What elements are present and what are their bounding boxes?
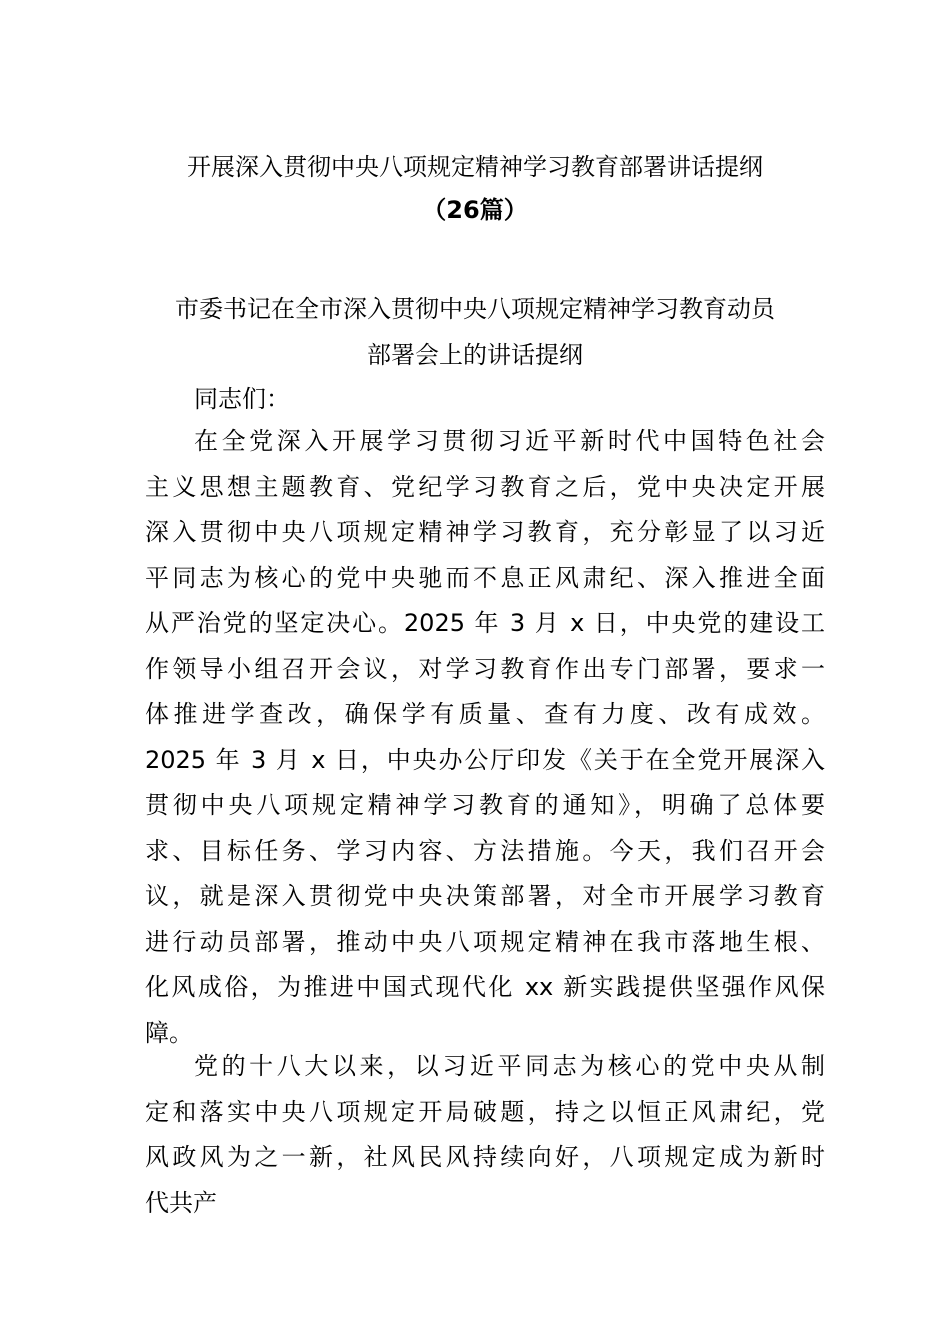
paragraph-line: 风政风为之一新，社风民风持续向好，八项规定成为新时	[145, 1143, 825, 1171]
paragraph-line: 进行动员部署，推动中央八项规定精神在我市落地生根、	[145, 927, 825, 956]
paragraph-line: 贯彻中央八项规定精神学习教育的通知》，明确了总体要	[145, 791, 825, 819]
paragraph-line: 从严治党的坚定决心。2025 年 3 月 x 日，中央党的建设工	[145, 609, 825, 637]
greeting: 同志们：	[194, 385, 290, 413]
paragraph-line: 深入贯彻中央八项规定精神学习教育，充分彰显了以习近	[145, 518, 825, 546]
subtitle-line: 部署会上的讲话提纲	[367, 341, 583, 369]
paragraph-line: 在全党深入开展学习贯彻习近平新时代中国特色社会	[194, 427, 825, 455]
paragraph-line: 定和落实中央八项规定开局破题，持之以恒正风肃纪，党	[145, 1097, 825, 1126]
paragraph-line: 化风成俗，为推进中国式现代化 xx 新实践提供坚强作风保	[145, 973, 825, 1001]
paragraph-line: 平同志为核心的党中央驰而不息正风肃纪、深入推进全面	[145, 563, 825, 592]
paragraph-line: 体推进学查改，确保学有质量、查有力度、改有成效。	[145, 700, 825, 728]
paragraph-2	[145, 1044, 825, 1226]
speech-subtitle	[0, 286, 950, 378]
subtitle-line: 市委书记在全市深入贯彻中央八项规定精神学习教育动员	[175, 295, 775, 323]
paragraph-line: 求、目标任务、学习内容、方法措施。今天，我们召开会	[145, 836, 825, 865]
document-title: 开展深入贯彻中央八项规定精神学习教育部署讲话提纲	[187, 153, 763, 181]
paragraph-line: 主义思想主题教育、党纪学习教育之后，党中央决定开展	[145, 472, 825, 501]
paragraph-line: 作领导小组召开会议，对学习教育作出专门部署，要求一	[145, 654, 825, 683]
paragraph-line: 党的十八大以来，以习近平同志为核心的党中央从制	[194, 1052, 825, 1080]
paragraph-1	[145, 419, 825, 1056]
document-count: （26篇）	[422, 196, 528, 224]
paragraph-line: 2025 年 3 月 x 日，中央办公厅印发《关于在全党开展深入	[145, 745, 825, 774]
paragraph-line: 障。	[145, 1018, 193, 1047]
paragraph-line: 代共产	[145, 1188, 217, 1217]
paragraph-line: 议，就是深入贯彻党中央决策部署，对全市开展学习教育	[145, 882, 825, 910]
